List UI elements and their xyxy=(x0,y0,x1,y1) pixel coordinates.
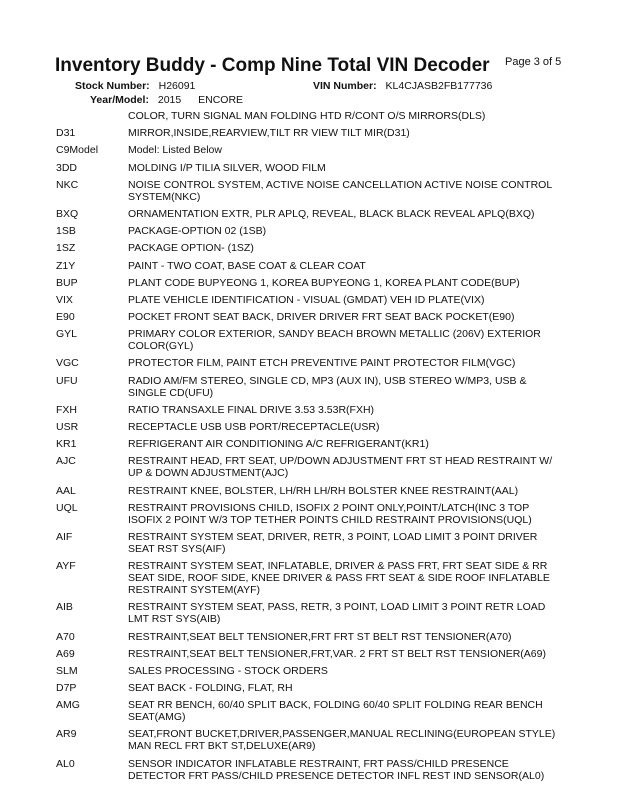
option-description: POCKET FRONT SEAT BACK, DRIVER DRIVER FRT SEAT BACK POCKET(E90) xyxy=(128,311,515,324)
vin-number-row xyxy=(313,80,492,92)
option-description: PROTECTOR FILM, PAINT ETCH PREVENTIVE PAINT PROTECTOR FILM(VGC) xyxy=(128,357,516,370)
option-code: D31 xyxy=(56,127,76,140)
option-code: VIX xyxy=(56,293,73,306)
option-row xyxy=(56,277,566,289)
option-list xyxy=(56,110,566,787)
option-description: SEAT BACK - FOLDING, FLAT, RH xyxy=(128,682,293,695)
option-description: SENSOR INDICATOR INFLATABLE RESTRAINT, FRT PASS/CHILD PRESENCE DETECTOR FRT PASS/CHILD PRESENCE DETECTOR INFL REST IND SENSOR(AL0) xyxy=(128,757,545,782)
option-code: 1SZ xyxy=(56,242,76,255)
option-description: RESTRAINT SYSTEM SEAT, PASS, RETR, 3 POINT, LOAD LIMIT 3 POINT RETR LOAD LMT RST SYS(AIB) xyxy=(128,601,546,626)
option-code: E90 xyxy=(56,311,75,324)
option-row xyxy=(56,357,566,369)
option-row xyxy=(56,179,566,203)
option-description: RADIO AM/FM STEREO, SINGLE CD, MP3 (AUX IN), USB STEREO W/MP3, USB & SINGLE CD(UFU) xyxy=(128,374,527,399)
continued-description: COLOR, TURN SIGNAL MAN FOLDING HTD R/CONT O/S MIRRORS(DLS) xyxy=(128,110,486,122)
option-description: PACKAGE-OPTION 02 (1SB) xyxy=(128,225,267,238)
option-row xyxy=(56,328,566,352)
option-code: AL0 xyxy=(56,757,75,770)
option-description: RESTRAINT KNEE, BOLSTER, LH/RH LH/RH BOLSTER KNEE RESTRAINT(AAL) xyxy=(128,484,519,497)
option-code: FXH xyxy=(56,403,77,416)
year-model-row xyxy=(90,94,243,106)
option-row xyxy=(56,260,566,272)
page-number: Page 3 of 5 xyxy=(505,56,562,68)
option-row xyxy=(56,421,566,433)
option-description: NOISE CONTROL SYSTEM, ACTIVE NOISE CANCELLATION ACTIVE NOISE CONTROL SYSTEM(NKC) xyxy=(128,178,552,203)
option-description: SALES PROCESSING - STOCK ORDERS xyxy=(128,664,328,677)
option-row xyxy=(56,375,566,399)
option-row xyxy=(56,225,566,237)
model-value: ENCORE xyxy=(198,94,244,106)
option-code: GYL xyxy=(56,328,78,341)
option-row xyxy=(56,311,566,323)
option-description: REFRIGERANT AIR CONDITIONING A/C REFRIGERANT(KR1) xyxy=(128,438,429,451)
option-row xyxy=(56,485,566,497)
option-description: RESTRAINT PROVISIONS CHILD, ISOFIX 2 POINT ONLY,POINT/LATCH(INC 3 TOP ISOFIX 2 POINT W/3 TOP TETHER POINTS CHILD RESTRAINT PROVISIONS(UQL) xyxy=(128,501,532,526)
option-row xyxy=(56,728,566,752)
option-description: PACKAGE OPTION- (1SZ) xyxy=(128,242,254,255)
option-description: RATIO TRANSAXLE FINAL DRIVE 3.53 3.53R(FXH) xyxy=(128,403,375,416)
option-row xyxy=(56,758,566,782)
option-description: RECEPTACLE USB USB PORT/RECEPTACLE(USR) xyxy=(128,421,380,433)
option-description: RESTRAINT HEAD, FRT SEAT, UP/DOWN ADJUSTMENT FRT ST HEAD RESTRAINT W/ UP & DOWN ADJUSTMENT(AJC) xyxy=(128,455,553,480)
option-code: AJC xyxy=(56,455,76,468)
option-row xyxy=(56,242,566,254)
option-row xyxy=(56,127,566,139)
option-description: RESTRAINT,SEAT BELT TENSIONER,FRT,VAR. 2 FRT ST BELT RST TENSIONER(A69) xyxy=(128,647,546,660)
stock-number-label: Stock Number: xyxy=(75,80,150,92)
option-row xyxy=(56,531,566,555)
option-description: PLATE VEHICLE IDENTIFICATION - VISUAL (GMDAT) VEH ID PLATE(VIX) xyxy=(128,293,485,306)
option-code: 1SB xyxy=(56,225,76,238)
option-code: BXQ xyxy=(56,207,79,220)
option-code: C9Model xyxy=(56,144,99,157)
option-code: AIB xyxy=(56,601,73,614)
option-code: KR1 xyxy=(56,438,77,451)
option-description: Model: Listed Below xyxy=(128,144,222,157)
option-code: BUP xyxy=(56,276,78,289)
option-code: AR9 xyxy=(56,728,77,741)
option-row xyxy=(56,162,566,174)
stock-number-value: H26091 xyxy=(158,80,196,92)
option-row xyxy=(56,648,566,660)
option-code: UFU xyxy=(56,374,78,387)
option-row xyxy=(56,404,566,416)
option-row xyxy=(56,294,566,306)
option-row xyxy=(56,438,566,450)
option-row xyxy=(56,560,566,596)
option-code: A69 xyxy=(56,647,75,660)
option-code: AIF xyxy=(56,530,73,543)
option-description: ORNAMENTATION EXTR, PLR APLQ, REVEAL, BLACK BLACK REVEAL APLQ(BXQ) xyxy=(128,207,535,220)
option-code: VGC xyxy=(56,357,79,370)
page-title: Inventory Buddy - Comp Nine Total VIN Decoder xyxy=(55,55,490,76)
option-code: Z1Y xyxy=(56,259,76,272)
option-code: AMG xyxy=(56,699,80,712)
option-row xyxy=(56,502,566,526)
option-code: A70 xyxy=(56,630,75,643)
option-row xyxy=(56,699,566,723)
option-description: PRIMARY COLOR EXTERIOR, SANDY BEACH BROWN METALLIC (206V) EXTERIOR COLOR(GYL) xyxy=(128,328,541,353)
option-code: UQL xyxy=(56,501,78,514)
option-row xyxy=(56,631,566,643)
option-row xyxy=(56,665,566,677)
option-description: PLANT CODE BUPYEONG 1, KOREA BUPYEONG 1, KOREA PLANT CODE(BUP) xyxy=(128,276,520,289)
option-row xyxy=(56,601,566,625)
option-row xyxy=(56,144,566,156)
option-description: RESTRAINT SYSTEM SEAT, INFLATABLE, DRIVER & PASS FRT, FRT SEAT SIDE & RR SEAT SIDE, ROOF SIDE, KNEE DRIVER & PASS FRT SEAT & SIDE ROOF INFLATABLE RESTRAINT SYSTEM(AYF) xyxy=(128,560,550,597)
option-description: MOLDING I/P TILIA SILVER, WOOD FILM xyxy=(128,161,326,174)
option-code: SLM xyxy=(56,664,78,677)
option-row xyxy=(56,208,566,220)
option-description: RESTRAINT SYSTEM SEAT, DRIVER, RETR, 3 POINT, LOAD LIMIT 3 POINT DRIVER SEAT RST SYS(AIF) xyxy=(128,530,538,555)
stock-number-row xyxy=(75,80,195,92)
option-code: AAL xyxy=(56,484,76,497)
year-value: 2015 xyxy=(157,94,182,106)
option-code: NKC xyxy=(56,178,79,191)
option-description: RESTRAINT,SEAT BELT TENSIONER,FRT FRT ST BELT RST TENSIONER(A70) xyxy=(128,630,512,643)
option-code: USR xyxy=(56,421,79,433)
vin-number-value: KL4CJASB2FB177736 xyxy=(385,80,493,92)
option-description: SEAT RR BENCH, 60/40 SPLIT BACK, FOLDING 60/40 SPLIT FOLDING REAR BENCH SEAT(AMG) xyxy=(128,699,543,724)
option-code: D7P xyxy=(56,682,77,695)
option-description: MIRROR,INSIDE,REARVIEW,TILT RR VIEW TILT MIR(D31) xyxy=(128,127,410,140)
option-row xyxy=(56,455,566,479)
option-description: PAINT - TWO COAT, BASE COAT & CLEAR COAT xyxy=(128,259,366,272)
vin-number-label: VIN Number: xyxy=(313,80,377,92)
option-row xyxy=(56,682,566,694)
option-code: AYF xyxy=(56,560,76,573)
year-model-label: Year/Model: xyxy=(90,94,149,106)
option-code: 3DD xyxy=(56,161,78,174)
option-description: SEAT,FRONT BUCKET,DRIVER,PASSENGER,MANUAL RECLINING(EUROPEAN STYLE) MAN RECL FRT BKT ST,DELUXE(AR9) xyxy=(128,728,556,753)
